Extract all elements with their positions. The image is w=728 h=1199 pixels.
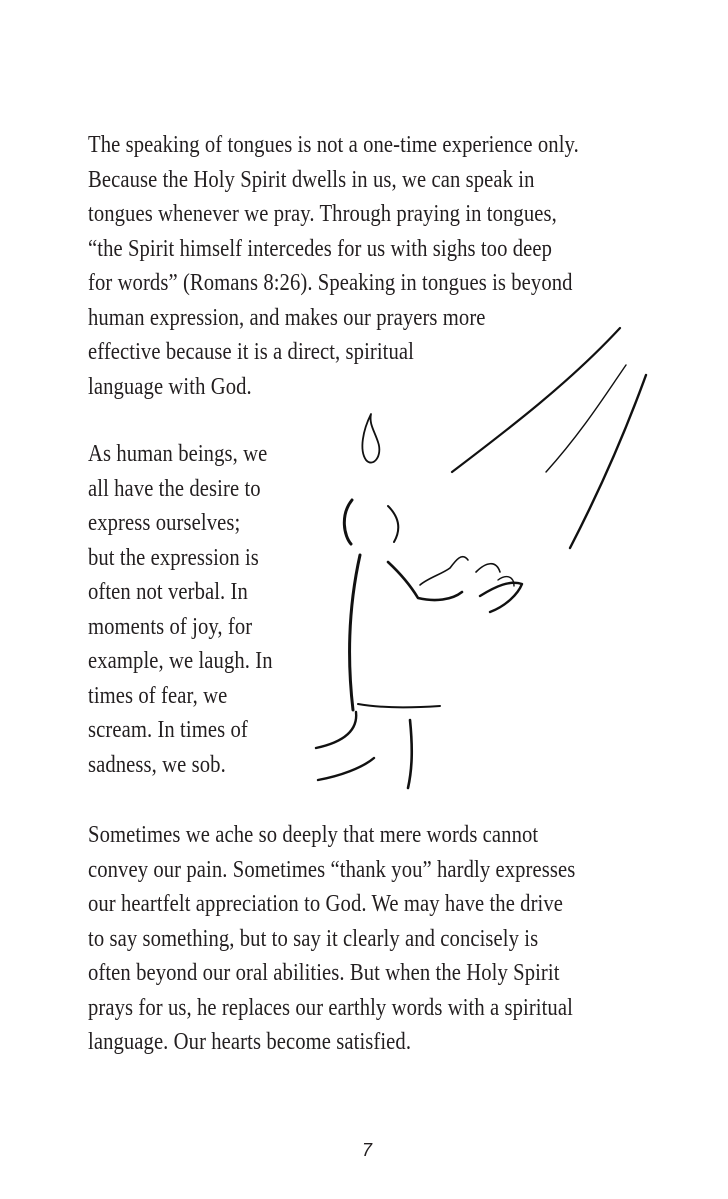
light-ray <box>570 375 646 548</box>
text-line: tongues whenever we pray. Through praying in tongues, <box>88 201 557 227</box>
text-line: moments of joy, for <box>88 613 253 640</box>
paragraph-2 <box>88 437 303 782</box>
hand <box>480 583 522 612</box>
head <box>388 506 398 542</box>
text-line: convey our pain. Sometimes “thank you” hardly expresses <box>88 856 576 883</box>
text-line: human expression, and makes our prayers more <box>88 304 486 331</box>
text-line: but the expression is <box>88 544 259 571</box>
text-line: for words” (Romans 8:26). Speaking in tongues is beyond <box>88 270 573 296</box>
head <box>344 500 352 544</box>
text-line: Sometimes we ache so deeply that mere words cannot <box>88 822 539 848</box>
back <box>349 555 360 710</box>
text-line: sadness, we sob. <box>88 751 226 778</box>
text-line: to say something, but to say it clearly and concisely is <box>88 925 539 952</box>
light-ray <box>452 328 620 472</box>
text-line: express ourselves; <box>88 510 241 536</box>
hand <box>476 564 500 572</box>
text-line: scream. In times of <box>88 717 248 743</box>
text-line: our heartfelt appreciation to God. We may have the drive <box>88 891 564 917</box>
praying-figure-with-flame-icon <box>300 310 680 820</box>
text-line: example, we laugh. In <box>88 648 273 674</box>
text-line: Because the Holy Spirit dwells in us, we can speak in <box>88 166 535 193</box>
text-line: often beyond our oral abilities. But when the Holy Spirit <box>88 960 560 986</box>
page-number: 7 <box>361 1140 372 1160</box>
text-line: prays for us, he replaces our earthly words with a spiritual <box>88 994 573 1021</box>
paragraph-3 <box>88 818 655 1060</box>
text-line: As human beings, we <box>88 441 268 467</box>
text-line: The speaking of tongues is not a one-time experience only. <box>88 132 579 158</box>
leg <box>408 720 412 788</box>
text-line: effective because it is a direct, spiritual <box>88 339 414 365</box>
text-line: “the Spirit himself intercedes for us with sighs too deep <box>88 235 553 262</box>
text-line: all have the desire to <box>88 475 261 502</box>
lap <box>358 704 440 707</box>
foot <box>316 712 356 748</box>
text-line: often not verbal. In <box>88 579 248 605</box>
foot <box>318 758 374 780</box>
flame <box>362 414 379 463</box>
text-line: times of fear, we <box>88 682 228 709</box>
hand <box>420 557 468 585</box>
text-line: language. Our hearts become satisfied. <box>88 1029 412 1055</box>
text-line: language with God. <box>88 373 252 400</box>
